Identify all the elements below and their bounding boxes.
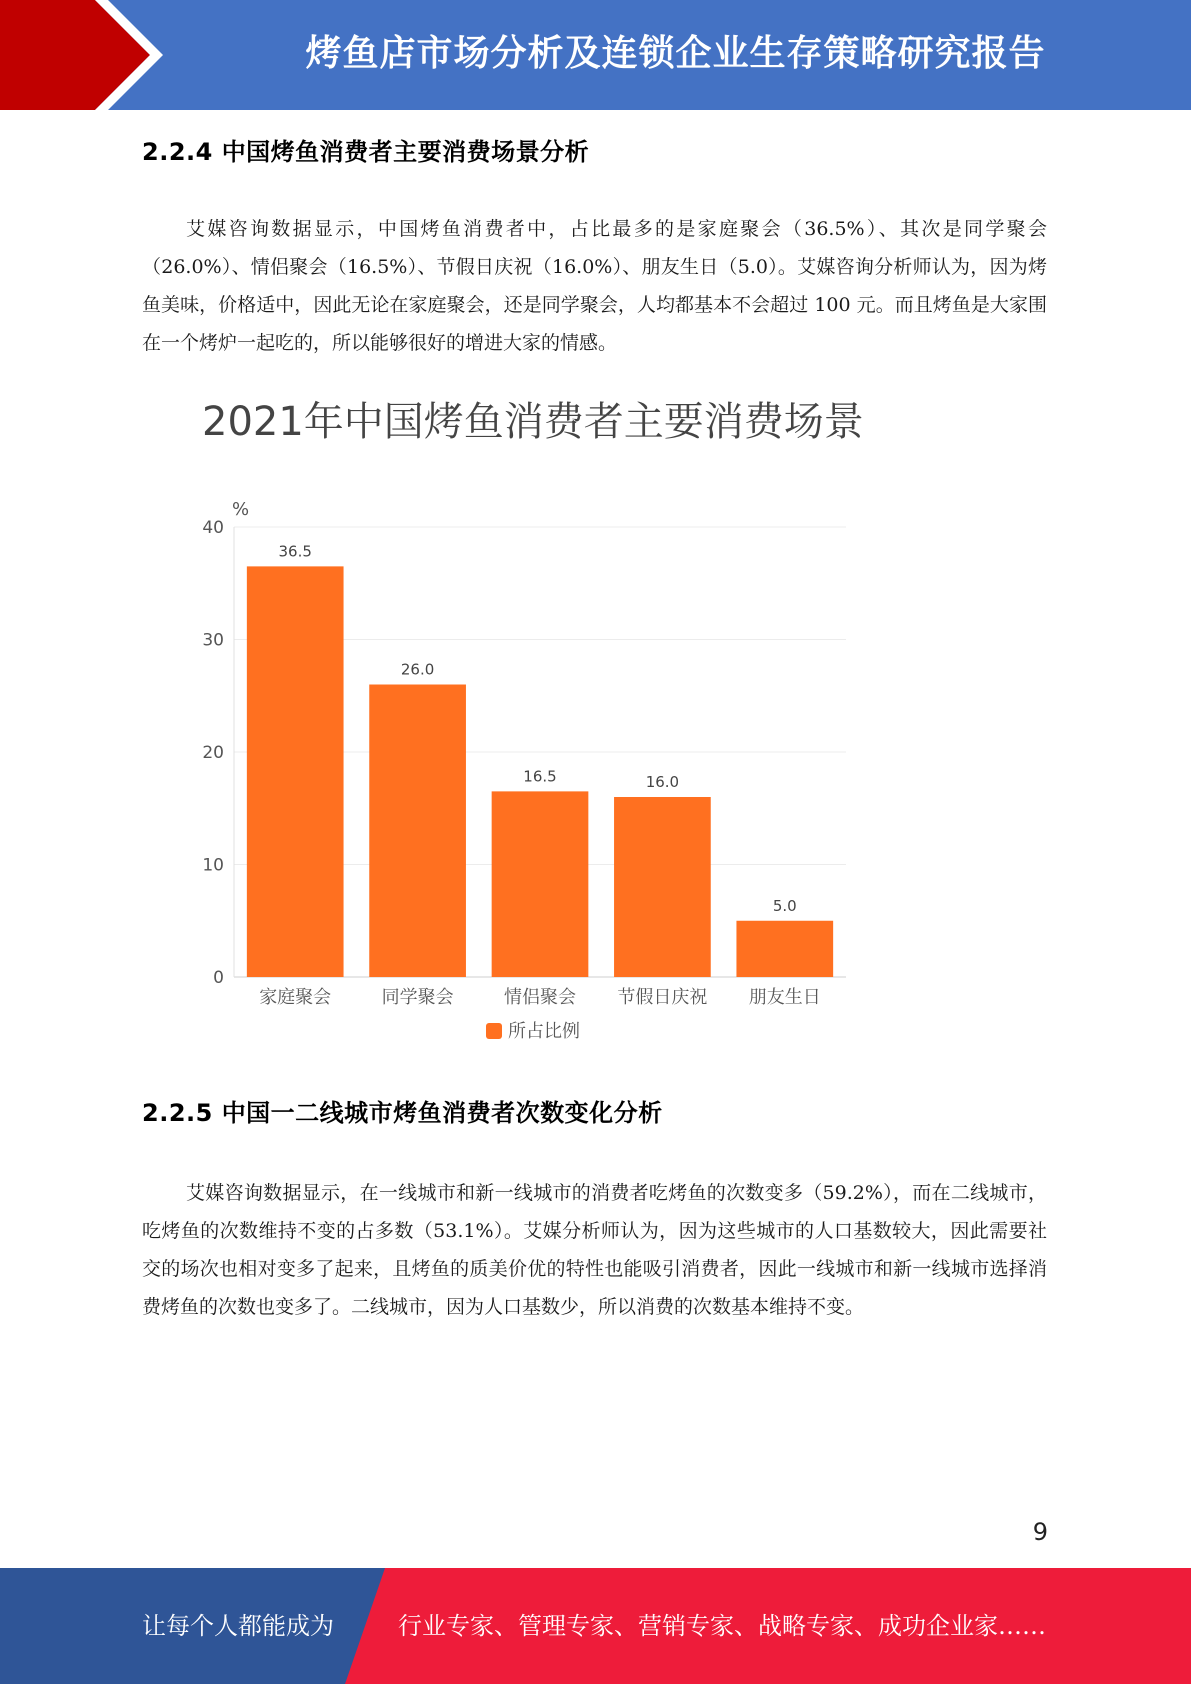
bar (247, 566, 344, 977)
section-paragraph-224: 艾媒咨询数据显示，中国烤鱼消费者中，占比最多的是家庭聚会（36.5%）、其次是同学聚会（26.0%）、情侣聚会（16.5%）、节假日庆祝（16.0%）、朋友生日（5.0）。艾媒咨询分析师认为，因为烤鱼美味，价格适中，因此无论在家庭聚会，还是同学聚会，人均都基本不会超过 100 元。而且烤鱼是大家围在一个烤炉一起吃的，所以能够很好的增进大家的情感。 (142, 218, 1047, 354)
footer-slogan-left: 让每个人都能成为 (142, 1612, 334, 1640)
bar (614, 797, 711, 977)
footer-slogan-right: 行业专家、管理专家、营销专家、战略专家、成功企业家…… (398, 1612, 1046, 1640)
footer-banner (0, 1568, 1191, 1684)
bar (492, 791, 589, 977)
x-tick-label: 同学聚会 (381, 987, 454, 1008)
section-heading-225: 2.2.5 中国一二线城市烤鱼消费者次数变化分析 (142, 1099, 663, 1127)
bar-value-label: 26.0 (400, 660, 435, 679)
section-heading-224: 2.2.4 中国烤鱼消费者主要消费场景分析 (142, 138, 590, 166)
chart-legend (486, 1021, 580, 1042)
page-number: 9 (1032, 1518, 1048, 1546)
section-paragraph-225: 艾媒咨询数据显示，在一线城市和新一线城市的消费者吃烤鱼的次数变多（59.2%），而在二线城市，吃烤鱼的次数维持不变的占多数（53.1%）。艾媒分析师认为，因为这些城市的人口基数较大，因此需要社交的场次也相对变多了起来，且烤鱼的质美价优的特性也能吸引消费者，因此一线城市和新一线城市选择消费烤鱼的次数也变多了。二线城市，因为人口基数少，所以消费的次数基本维持不变。 (142, 1182, 1047, 1318)
y-tick-label: 30 (202, 630, 224, 651)
bar-value-label: 16.5 (523, 767, 557, 786)
y-axis-ticks (202, 518, 224, 988)
x-tick-label: 家庭聚会 (259, 987, 332, 1008)
x-tick-label: 节假日庆祝 (617, 987, 708, 1008)
x-axis-ticks (259, 987, 821, 1008)
bar (736, 921, 833, 977)
chevron-decoration (0, 0, 220, 110)
y-tick-label: 20 (202, 743, 224, 763)
bar-value-label: 5.0 (772, 896, 797, 915)
legend-swatch (486, 1023, 502, 1039)
bar (369, 685, 466, 978)
y-tick-label: 40 (202, 518, 224, 538)
x-tick-label: 朋友生日 (748, 987, 821, 1008)
report-title: 烤鱼店市场分析及连锁企业生存策略研究报告 (305, 33, 1046, 74)
header-banner (0, 0, 1191, 110)
bar-value-label: 16.0 (645, 773, 680, 791)
y-axis-unit-label: % (232, 499, 250, 520)
bar-chart-svg (180, 395, 880, 1055)
bar-value-label: 36.5 (278, 542, 312, 561)
legend-label: 所占比例 (508, 1021, 580, 1042)
y-tick-label: 0 (213, 968, 224, 988)
consumption-scene-chart (180, 395, 880, 1055)
x-tick-label: 情侣聚会 (504, 987, 576, 1008)
chart-title: 2021年中国烤鱼消费者主要消费场景 (202, 399, 864, 445)
y-tick-label: 10 (202, 855, 224, 876)
